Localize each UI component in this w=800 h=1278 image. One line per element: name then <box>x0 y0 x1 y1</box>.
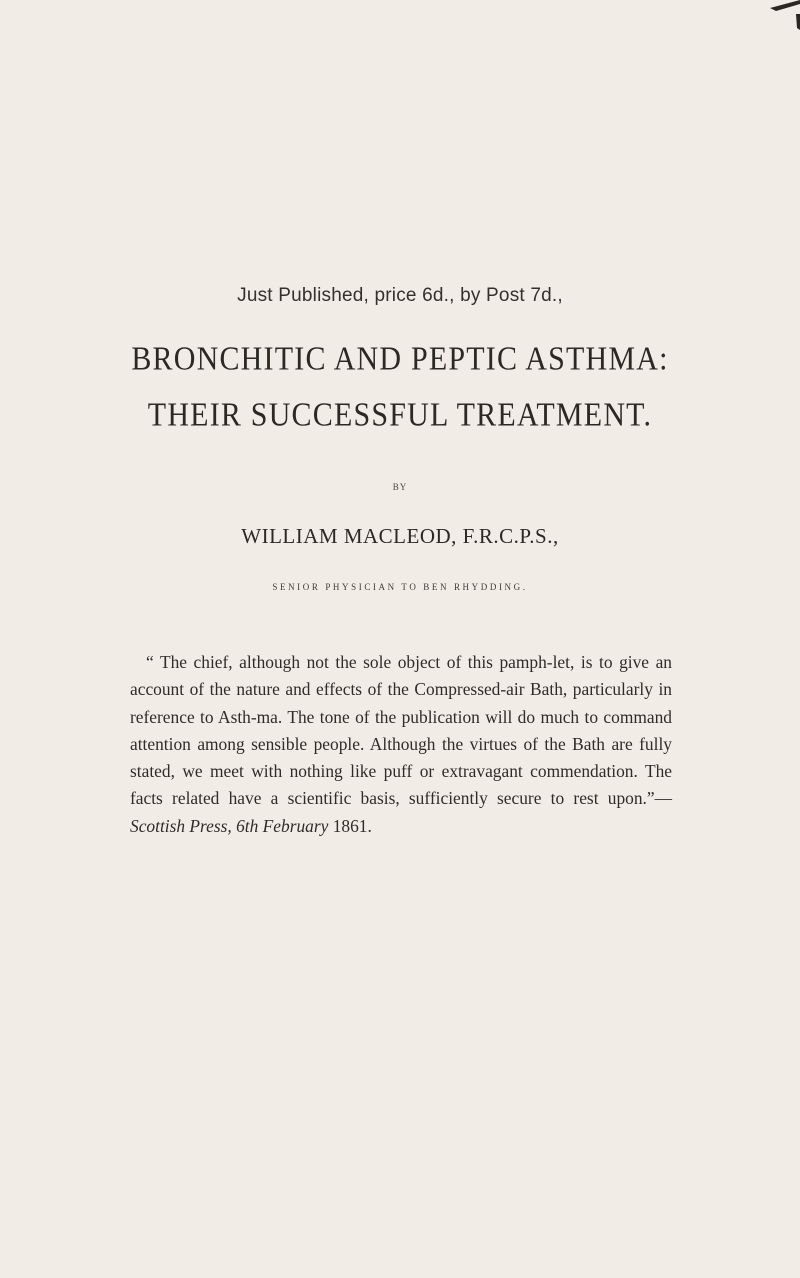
title-line-1: BRONCHITIC AND PEPTIC ASTHMA: <box>131 339 669 378</box>
author-position: SENIOR PHYSICIAN TO BEN RHYDDING. <box>272 582 528 592</box>
author-name: WILLIAM MACLEOD, F.R.C.P.S., <box>241 524 559 548</box>
press-review <box>130 649 672 840</box>
corner-edge-mark <box>756 0 800 60</box>
review-dash: — <box>654 788 672 809</box>
review-year: 1861. <box>328 815 372 836</box>
byline: BY <box>392 482 408 492</box>
publication-notice: Just Published, price 6d., by Post 7d., <box>237 285 563 306</box>
review-quote: “ The chief, although not the sole object of this pamph-let, is to give an account of the nature and effects of the Compressed-air Bath, particularly in reference to Asth-ma. The tone of the publication will do much to command attention among sensible people. Although the virtues of the Bath are fully stated, we meet with nothing like puff or extravagant commendation. The facts related have a scientific basis, sufficiently secure to rest upon.” <box>130 652 672 809</box>
title-line-2: THEIR SUCCESSFUL TREATMENT. <box>147 395 653 434</box>
review-source: Scottish Press, 6th February <box>130 815 329 836</box>
